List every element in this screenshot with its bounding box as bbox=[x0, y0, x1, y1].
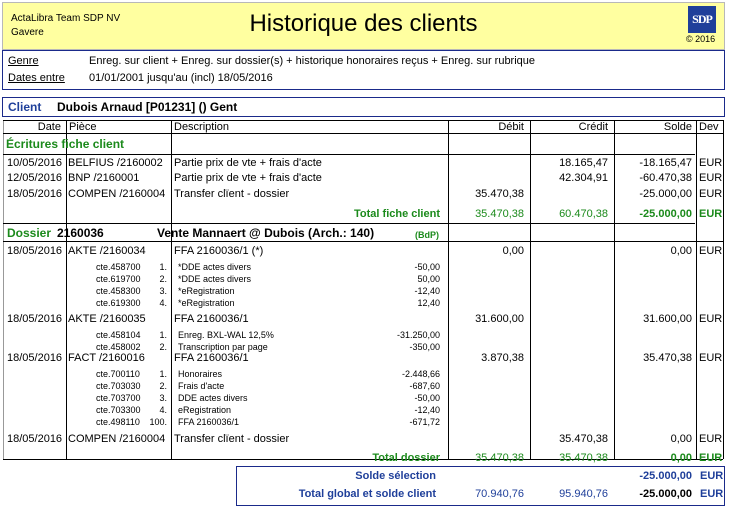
detail-amount: -50,00 bbox=[414, 262, 440, 272]
detail-account: cte.458300 bbox=[96, 286, 141, 297]
detail-number: 2. bbox=[159, 342, 167, 353]
col-header-dev: Dev bbox=[699, 121, 719, 133]
column-divider bbox=[448, 120, 449, 459]
detail-number: 4. bbox=[159, 298, 167, 309]
detail-number: 1. bbox=[159, 330, 167, 340]
fiche-heading: Écritures fiche client bbox=[6, 137, 125, 151]
fiche-total-dev: EUR bbox=[699, 208, 723, 220]
entry-date: 18/05/2016 bbox=[7, 433, 63, 445]
detail-amount: -12,40 bbox=[414, 405, 440, 416]
row-solde: -60.470,38 bbox=[639, 172, 692, 184]
row-piece: BELFIUS /2160002 bbox=[68, 157, 163, 169]
detail-account: cte.458002 bbox=[96, 342, 141, 353]
column-divider bbox=[696, 120, 697, 459]
col-header-piece: Pièce bbox=[69, 121, 97, 133]
row-date: 18/05/2016 bbox=[7, 188, 63, 200]
entry-dev: EUR bbox=[699, 245, 723, 257]
client-bar bbox=[2, 97, 725, 117]
detail-number: 100. bbox=[149, 417, 167, 428]
entry-date: 18/05/2016 bbox=[7, 313, 63, 325]
entry-date: 18/05/2016 bbox=[7, 245, 63, 257]
detail-description: FFA 2160036/1 bbox=[178, 417, 240, 428]
detail-amount: -671,72 bbox=[409, 417, 440, 428]
entry-description: FFA 2160036/1 bbox=[174, 352, 249, 364]
detail-number: 3. bbox=[159, 393, 167, 404]
row-description: Partie prix de vte + frais d'acte bbox=[174, 157, 322, 169]
dossier-badge: (BdP) bbox=[415, 230, 439, 240]
genre-value: Enreg. sur client + Enreg. sur dossier(s) + historique honoraires reçus + Enreg. sur rubrique bbox=[89, 55, 536, 67]
entry-dev: EUR bbox=[699, 352, 723, 364]
page-title: Historique des clients bbox=[249, 10, 478, 37]
col-header-credit: Crédit bbox=[578, 121, 608, 133]
client-label: Client bbox=[8, 100, 42, 114]
copyright: © 2016 bbox=[686, 34, 716, 44]
detail-number: 1. bbox=[159, 369, 167, 379]
entry-debit: 0,00 bbox=[502, 245, 524, 257]
column-divider bbox=[530, 120, 531, 459]
sdp-logo: SDP bbox=[688, 6, 716, 33]
entry-solde: 31.600,00 bbox=[643, 313, 692, 325]
entry-debit: 3.870,38 bbox=[481, 352, 524, 364]
dossier-total-credit: 35.470,38 bbox=[559, 452, 608, 464]
row-date: 12/05/2016 bbox=[7, 172, 63, 184]
detail-number: 3. bbox=[159, 286, 167, 297]
entry-date: 18/05/2016 bbox=[7, 352, 63, 364]
entry-description: FFA 2160036/1 (*) bbox=[174, 245, 264, 257]
column-divider bbox=[66, 120, 67, 459]
detail-account: cte.703300 bbox=[96, 405, 141, 416]
org-name: ActaLibra Team SDP NV bbox=[11, 13, 121, 24]
client-name: Dubois Arnaud [P01231] () Gent bbox=[57, 100, 238, 114]
detail-description: *eRegistration bbox=[178, 298, 235, 309]
detail-description: Transcription par page bbox=[178, 342, 268, 353]
section-rule bbox=[3, 223, 695, 224]
detail-account: cte.619700 bbox=[96, 274, 141, 285]
col-header-date: Date bbox=[37, 121, 61, 133]
criteria-box bbox=[2, 50, 725, 90]
row-debit: 35.470,38 bbox=[475, 188, 524, 200]
row-piece: BNP /2160001 bbox=[68, 172, 140, 184]
global-total-label: Total global et solde client bbox=[298, 488, 436, 500]
detail-account: cte.619300 bbox=[96, 298, 141, 309]
org-city: Gavere bbox=[11, 27, 44, 38]
row-dev: EUR bbox=[699, 172, 723, 184]
detail-account: cte.458104 bbox=[96, 330, 141, 340]
detail-description: *eRegistration bbox=[178, 286, 235, 297]
dossier-total-dev: EUR bbox=[699, 452, 723, 464]
row-description: Transfer clïent - dossier bbox=[174, 188, 290, 200]
detail-description: *DDE actes divers bbox=[178, 262, 252, 272]
detail-account: cte.498110 bbox=[96, 417, 140, 428]
detail-description: Enreg. BXL-WAL 12,5% bbox=[178, 330, 274, 340]
section-rule bbox=[3, 241, 723, 242]
entry-dev: EUR bbox=[699, 313, 723, 325]
entry-piece: AKTE /2160034 bbox=[68, 245, 146, 257]
entry-piece: AKTE /2160035 bbox=[68, 313, 146, 325]
global-total-credit: 95.940,76 bbox=[559, 488, 608, 500]
row-dev: EUR bbox=[699, 188, 723, 200]
entry-description: FFA 2160036/1 bbox=[174, 313, 249, 325]
detail-account: cte.703700 bbox=[96, 393, 141, 404]
detail-amount: -2.448,66 bbox=[401, 369, 440, 379]
entry-solde: 35.470,38 bbox=[643, 352, 692, 364]
solde-selection-value: -25.000,00 bbox=[639, 470, 692, 482]
detail-number: 2. bbox=[159, 274, 167, 285]
report-header bbox=[2, 2, 725, 50]
col-header-description: Description bbox=[174, 121, 230, 133]
detail-amount: 12,40 bbox=[417, 298, 440, 309]
entry-debit: 31.600,00 bbox=[475, 313, 524, 325]
solde-selection-dev: EUR bbox=[700, 470, 724, 482]
detail-number: 2. bbox=[159, 381, 167, 392]
entry-description: Transfer clïent - dossier bbox=[174, 433, 290, 445]
detail-description: Frais d'acte bbox=[178, 381, 225, 392]
detail-amount: -350,00 bbox=[409, 342, 440, 353]
detail-account: cte.458700 bbox=[96, 262, 141, 272]
column-divider bbox=[723, 120, 724, 459]
row-solde: -18.165,47 bbox=[639, 157, 692, 169]
entry-piece: FACT /2160016 bbox=[68, 352, 145, 364]
dossier-name: Vente Mannaert @ Dubois (Arch.: 140) bbox=[157, 226, 375, 240]
row-credit: 42.304,91 bbox=[559, 172, 608, 184]
row-piece: COMPEN /2160004 bbox=[68, 188, 166, 200]
column-divider bbox=[171, 120, 172, 459]
dossier-label: Dossier bbox=[7, 226, 52, 240]
section-rule bbox=[3, 154, 695, 155]
col-header-debit: Débit bbox=[498, 121, 524, 133]
detail-amount: -50,00 bbox=[414, 393, 440, 404]
dossier-total-debit: 35.470,38 bbox=[475, 452, 524, 464]
fiche-total-label: Total fiche client bbox=[354, 208, 440, 220]
detail-number: 1. bbox=[159, 262, 167, 272]
fiche-total-solde: -25.000,00 bbox=[639, 208, 692, 220]
col-header-solde: Solde bbox=[663, 121, 692, 133]
global-total-dev: EUR bbox=[700, 488, 724, 500]
solde-selection-label: Solde sélection bbox=[355, 470, 436, 482]
detail-amount: -12,40 bbox=[414, 286, 440, 297]
detail-description: eRegistration bbox=[178, 405, 232, 416]
column-divider bbox=[3, 120, 4, 459]
detail-amount: 50,00 bbox=[417, 274, 440, 285]
detail-amount: -31.250,00 bbox=[396, 330, 440, 340]
dossier-total-solde: 0,00 bbox=[670, 452, 692, 464]
entry-solde: 0,00 bbox=[670, 245, 692, 257]
entry-solde: 0,00 bbox=[670, 433, 692, 445]
row-date: 10/05/2016 bbox=[7, 157, 63, 169]
detail-description: Honoraires bbox=[178, 369, 223, 379]
row-solde: -25.000,00 bbox=[639, 188, 692, 200]
row-credit: 18.165,47 bbox=[559, 157, 608, 169]
detail-account: cte.703030 bbox=[96, 381, 141, 392]
detail-description: *DDE actes divers bbox=[178, 274, 252, 285]
row-description: Partie prix de vte + frais d'acte bbox=[174, 172, 322, 184]
row-dev: EUR bbox=[699, 157, 723, 169]
detail-amount: -687,60 bbox=[409, 381, 440, 392]
dossier-number: 2160036 bbox=[57, 226, 104, 240]
global-total-solde: -25.000,00 bbox=[639, 488, 692, 500]
dates-label: Dates entre bbox=[8, 72, 65, 84]
column-divider bbox=[614, 120, 615, 459]
detail-account: cte.700110 bbox=[96, 369, 140, 379]
fiche-total-credit: 60.470,38 bbox=[559, 208, 608, 220]
detail-number: 4. bbox=[159, 405, 167, 416]
entry-dev: EUR bbox=[699, 433, 723, 445]
genre-label: Genre bbox=[8, 55, 39, 67]
dossier-total-label: Total dossier bbox=[372, 452, 440, 464]
global-total-debit: 70.940,76 bbox=[475, 488, 524, 500]
dates-value: 01/01/2001 jusqu'au (incl) 18/05/2016 bbox=[89, 72, 273, 84]
entry-piece: COMPEN /2160004 bbox=[68, 433, 166, 445]
detail-description: DDE actes divers bbox=[178, 393, 248, 404]
fiche-total-debit: 35.470,38 bbox=[475, 208, 524, 220]
entry-credit: 35.470,38 bbox=[559, 433, 608, 445]
